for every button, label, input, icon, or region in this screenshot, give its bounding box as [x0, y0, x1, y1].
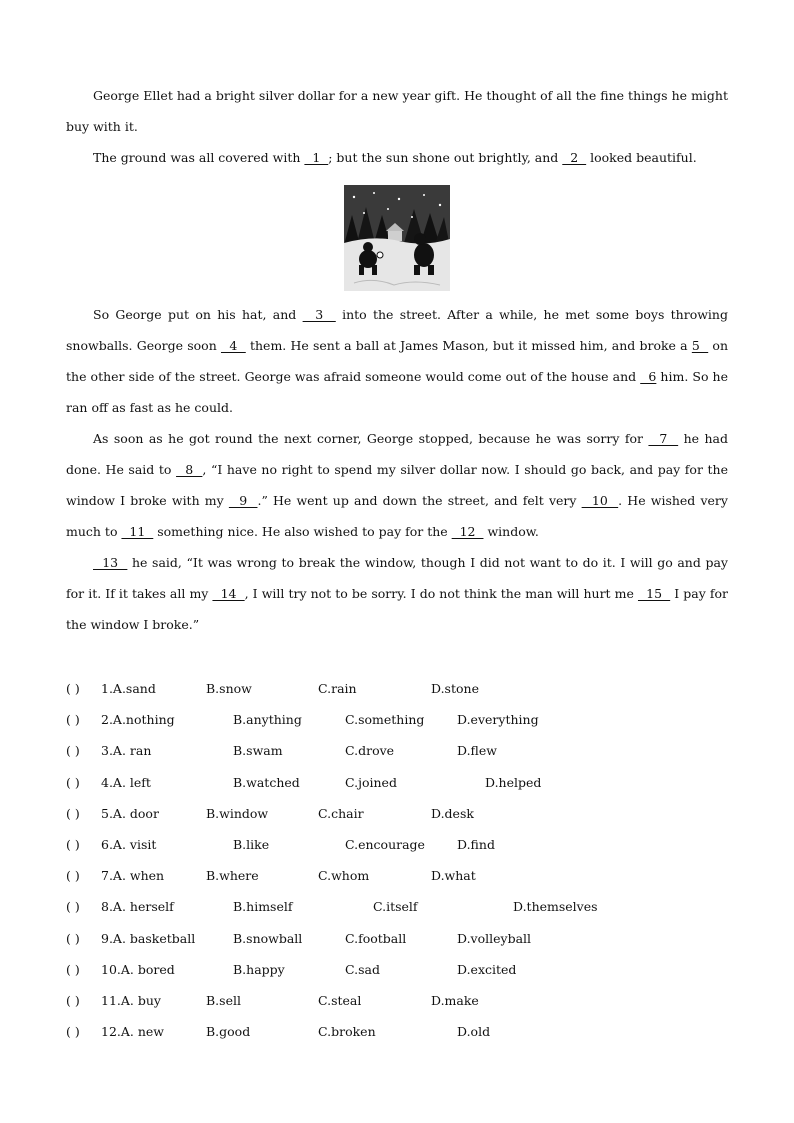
- option-b: B.anything: [233, 712, 302, 728]
- text: he said, “It was wrong to break the window, though I did not want to do it. I will go and pay for it. If it takes all my: [66, 555, 728, 601]
- text: I pay for the window I broke.”: [66, 586, 728, 632]
- paragraph-2: [66, 142, 728, 173]
- option-c: C.itself: [373, 899, 418, 915]
- text: .” He went up and down the street, and felt very: [257, 493, 582, 508]
- option-c: C.chair: [318, 805, 364, 821]
- answer-paren[interactable]: ( ): [66, 681, 80, 696]
- option-d: D.old: [457, 1024, 491, 1040]
- option-a: 4.A. left: [101, 774, 151, 790]
- passage: [66, 80, 728, 640]
- option-b: B.window: [206, 805, 269, 821]
- text: window.: [483, 524, 539, 539]
- blank-7: 7: [648, 431, 679, 446]
- option-c: C.drove: [345, 743, 395, 759]
- option-d: D.what: [431, 868, 476, 884]
- option-d: D.make: [431, 992, 479, 1008]
- question-row: [66, 985, 728, 1016]
- option-d: D.flew: [457, 743, 497, 759]
- answer-paren[interactable]: ( ): [66, 992, 80, 1008]
- snowball-scene-image: [344, 185, 450, 291]
- option-a: 11.A. buy: [101, 992, 161, 1008]
- option-d: D.desk: [431, 805, 474, 821]
- option-c: C.steal: [318, 992, 362, 1008]
- option-c: C.something: [345, 712, 425, 728]
- text: ; but the sun shone out brightly, and: [328, 150, 563, 165]
- option-d: D.themselves: [513, 899, 598, 915]
- option-b: B.watched: [233, 774, 300, 790]
- answer-paren[interactable]: ( ): [66, 899, 80, 915]
- question-row: [66, 1016, 728, 1047]
- answer-paren[interactable]: ( ): [66, 930, 80, 946]
- blank-11: 11: [121, 524, 154, 539]
- question-row: [66, 829, 728, 860]
- option-d: D.excited: [457, 961, 517, 977]
- blank-4: 4: [220, 338, 246, 353]
- answer-paren[interactable]: ( ): [66, 836, 80, 852]
- option-c: C.broken: [318, 1024, 376, 1040]
- option-a: 2.A.nothing: [101, 712, 175, 728]
- answer-paren[interactable]: ( ): [66, 712, 80, 728]
- blank-1: 1: [304, 150, 329, 165]
- option-c: C.sad: [345, 961, 380, 977]
- question-row: [66, 704, 728, 735]
- text: . He wished very much to: [66, 493, 728, 539]
- option-b: B.good: [206, 1024, 251, 1040]
- option-b: B.himself: [233, 899, 293, 915]
- option-a: 5.A. door: [101, 805, 159, 821]
- blank-2: 2: [562, 150, 587, 165]
- blank-3: 3: [302, 307, 336, 322]
- answer-paren[interactable]: ( ): [66, 1024, 80, 1040]
- text: him. So he ran off as fast as he could.: [66, 369, 728, 415]
- option-b: B.swam: [233, 743, 283, 759]
- blank-8: 8: [176, 462, 203, 477]
- question-row: [66, 860, 728, 891]
- option-a: 12.A. new: [101, 1024, 165, 1040]
- answer-paren[interactable]: ( ): [66, 805, 80, 821]
- answer-paren[interactable]: ( ): [66, 868, 80, 884]
- option-d: D.volleyball: [457, 930, 532, 946]
- question-list: [66, 673, 728, 1047]
- option-b: B.like: [233, 836, 270, 852]
- answer-paren[interactable]: ( ): [66, 743, 80, 759]
- option-c: C.football: [345, 930, 407, 946]
- text: them. He sent a ball at James Mason, but it missed him, and broke a: [245, 338, 692, 353]
- text: looked beautiful.: [586, 150, 697, 165]
- paragraph-5: [66, 547, 728, 640]
- option-a: 7.A. when: [101, 868, 165, 884]
- question-row: [66, 673, 728, 704]
- paragraph-4: [66, 423, 728, 547]
- blank-12: 12: [451, 524, 484, 539]
- question-row: [66, 767, 728, 798]
- blank-15: 15: [637, 586, 671, 601]
- text: into the street. After a while, he met some boys throwing snowballs. George soon: [66, 307, 728, 353]
- option-c: C.encourage: [345, 836, 425, 852]
- option-a: 6.A. visit: [101, 836, 157, 852]
- text: The ground was all covered with: [93, 150, 305, 165]
- text: So George put on his hat, and: [93, 307, 303, 322]
- blank-13: 13: [93, 555, 128, 570]
- option-a: 10.A. bored: [101, 961, 175, 977]
- blank-14: 14: [212, 586, 245, 601]
- text: on the other side of the street. George was afraid someone would come out of the house and: [66, 338, 728, 384]
- option-b: B.where: [206, 868, 259, 884]
- paragraph-1: George Ellet had a bright silver dollar for a new year gift. He thought of all the fine things he might buy with it.: [66, 88, 728, 134]
- option-a: 1.A.sand: [101, 681, 156, 696]
- option-a: 3.A. ran: [101, 743, 152, 759]
- text: he had done. He said to: [66, 431, 728, 477]
- option-c: C.joined: [345, 774, 397, 790]
- option-d: D.everything: [457, 712, 539, 728]
- paragraph-3: [66, 299, 728, 423]
- text: , “I have no right to spend my silver dollar now. I should go back, and pay for the window I broke with my: [66, 462, 728, 508]
- answer-paren[interactable]: ( ): [66, 774, 80, 790]
- blank-10: 10: [581, 493, 619, 508]
- question-row: [66, 735, 728, 766]
- option-b: B.snowball: [233, 930, 303, 946]
- option-a: 8.A. herself: [101, 899, 174, 915]
- option-d: D.stone: [431, 681, 479, 696]
- question-row: [66, 954, 728, 985]
- option-d: D.find: [457, 836, 495, 852]
- option-a: 9.A. basketball: [101, 930, 196, 946]
- question-row: [66, 923, 728, 954]
- blank-6: 6: [640, 369, 657, 384]
- question-row: [66, 891, 728, 922]
- option-b: B.happy: [233, 961, 285, 977]
- blank-5: 5: [691, 338, 709, 353]
- text: , I will try not to be sorry. I do not think the man will hurt me: [244, 586, 638, 601]
- answer-paren[interactable]: ( ): [66, 961, 80, 977]
- text: something nice. He also wished to pay for the: [153, 524, 452, 539]
- question-row: [66, 798, 728, 829]
- blank-9: 9: [228, 493, 258, 508]
- option-d: D.helped: [485, 774, 542, 790]
- option-b: B.snow: [206, 681, 252, 696]
- option-c: C.whom: [318, 868, 370, 884]
- text: As soon as he got round the next corner, George stopped, because he was sorry for: [93, 431, 649, 446]
- option-c: C.rain: [318, 681, 357, 696]
- option-b: B.sell: [206, 992, 241, 1008]
